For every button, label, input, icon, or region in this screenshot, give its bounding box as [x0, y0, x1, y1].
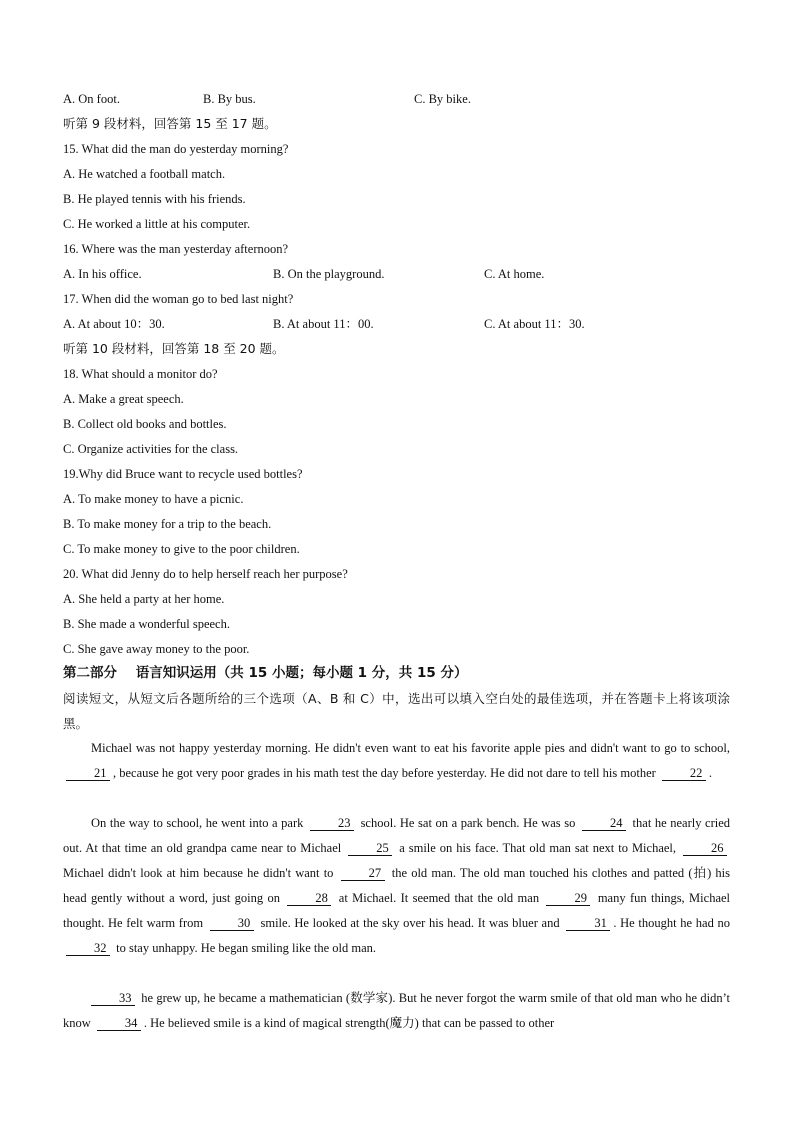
passage-paragraph-2: On the way to school, he went into a park 23 school. He sat on a park bench. He was so 24 that he nearly cried out. At that time an old grandpa came near to Michael 25 a smile on his face. That old man sat next to Michael, 26 Michael didn't look at him because he didn't want to 27 the old man. The old man touched his clothes and patted (拍) his head gently without a word, just going on 28 at Michael. It seemed that the old man 29 many fun things, Michael thought. He felt warm from 30 smile. He looked at the sky over his head. It was bluer and 31 . He thought he had no 32 to stay unhappy. He began smiling like the old man. — [63, 816, 731, 955]
q15-question: 15. What did the man do yesterday morning? — [63, 142, 289, 156]
blank-29: 29 — [546, 891, 590, 906]
blank-27: 27 — [341, 866, 385, 881]
q17-question: 17. When did the woman go to bed last night? — [63, 292, 294, 306]
q19-option-c: C. To make money to give to the poor children. — [63, 542, 300, 556]
q19-option-b: B. To make money for a trip to the beach. — [63, 517, 272, 531]
q14-option-b: B. By bus. — [203, 92, 256, 106]
section-9-instruction: 听第 9 段材料，回答第 15 至 17 题。 — [63, 116, 277, 131]
passage-paragraph-1: Michael was not happy yesterday morning. He didn't even want to eat his favorite apple pies and didn't want to go to school, 21 , because he got very poor grades in his math test the day before yesterday. He did not dare to tell his mother 22 . — [63, 736, 730, 786]
blank-33: 33 — [91, 991, 135, 1006]
q19-option-a: A. To make money to have a picnic. — [63, 492, 244, 506]
q17-option-c: C. At about 11：30. — [484, 317, 585, 331]
part-2-title: 第二部分 语言知识运用（共 15 小题；每小题 1 分，共 15 分） — [63, 665, 468, 681]
q18-option-c: C. Organize activities for the class. — [63, 442, 239, 456]
part-2-instruction: 阅读短文，从短文后各题所给的三个选项（A、B 和 C）中，选出可以填入空白处的最佳选项，并在答题卡上将该项涂黑。 — [63, 691, 730, 731]
blank-25: 25 — [348, 841, 392, 856]
q15-option-b: B. He played tennis with his friends. — [63, 192, 246, 206]
blank-31: 31 — [566, 916, 610, 931]
q20-option-c: C. She gave away money to the poor. — [63, 642, 250, 656]
q20-option-a: A. She held a party at her home. — [63, 592, 225, 606]
q16-option-c: C. At home. — [484, 267, 545, 281]
q19-question: 19.Why did Bruce want to recycle used bottles? — [63, 467, 303, 481]
q15-option-a: A. He watched a football match. — [63, 167, 226, 181]
section-10-instruction: 听第 10 段材料，回答第 18 至 20 题。 — [63, 341, 285, 356]
q17-option-b: B. At about 11：00. — [273, 317, 374, 331]
q16-option-a: A. In his office. — [63, 267, 142, 281]
blank-34: 34 — [97, 1016, 141, 1031]
q20-option-b: B. She made a wonderful speech. — [63, 617, 230, 631]
blank-28: 28 — [287, 891, 331, 906]
blank-24: 24 — [582, 816, 626, 831]
blank-30: 30 — [210, 916, 254, 931]
passage-paragraph-3: 33 he grew up, he became a mathematician (数学家). But he never forgot the warm smile of that old man who he didn’t know 34 . He believed smile is a kind of magical strength(魔力) that can be passed to other — [63, 991, 730, 1030]
blank-21: 21 — [66, 766, 110, 781]
q16-option-b: B. On the playground. — [273, 267, 385, 281]
q15-option-c: C. He worked a little at his computer. — [63, 217, 251, 231]
blank-32: 32 — [66, 941, 110, 956]
blank-26: 26 — [683, 841, 727, 856]
blank-23: 23 — [310, 816, 354, 831]
blank-22: 22 — [662, 766, 706, 781]
q14-option-a: A. On foot. — [63, 92, 120, 106]
q18-question: 18. What should a monitor do? — [63, 367, 218, 381]
q20-question: 20. What did Jenny do to help herself reach her purpose? — [63, 567, 348, 581]
q14-option-c: C. By bike. — [414, 92, 471, 106]
q18-option-a: A. Make a great speech. — [63, 392, 184, 406]
q16-question: 16. Where was the man yesterday afternoon? — [63, 242, 289, 256]
q17-option-a: A. At about 10：30. — [63, 317, 165, 331]
q18-option-b: B. Collect old books and bottles. — [63, 417, 227, 431]
